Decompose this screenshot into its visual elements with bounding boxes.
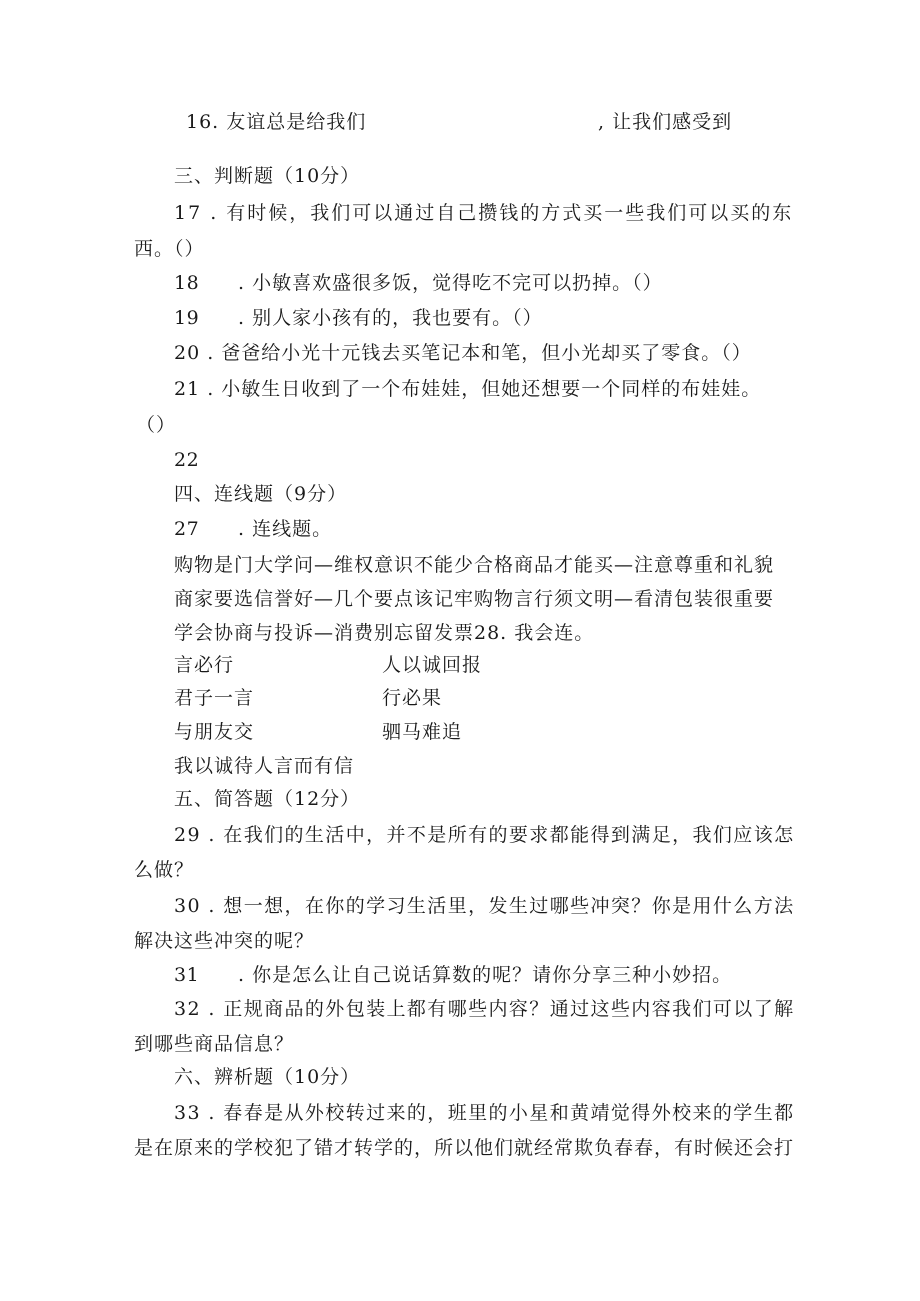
section-3-heading: 三、判断题（10分） [174, 165, 361, 187]
question-30-line2: 解决这些冲突的呢？ [134, 930, 315, 952]
question-31-text: . 你是怎么让自己说话算数的呢？请你分享三种小妙招。 [238, 964, 733, 986]
question-21-line1: 21 . 小敏生日收到了一个布娃娃，但她还想要一个同样的布娃娃。 [174, 378, 762, 400]
question-17-line2: 西。（） [134, 238, 205, 260]
question-27-text: . 连线题。 [238, 518, 333, 540]
question-19-text: . 别人家小孩有的，我也要有。（） [238, 307, 543, 329]
pair-left: 君子一言 [174, 687, 255, 709]
pair-last-line: 我以诚待人言而有信 [174, 755, 355, 777]
question-18-number: 18 [174, 272, 200, 294]
question-30-line1: 30 . 想一想，在你的学习生活里，发生过哪些冲突？你是用什么方法 [174, 895, 795, 917]
question-33-line2: 是在原来的学校犯了错才转学的，所以他们就经常欺负春春，有时候还会打 [134, 1137, 795, 1159]
match-text-line: 学会协商与投诉—消费别忘留发票28. 我会连。 [174, 622, 595, 644]
question-20: 20 . 爸爸给小光十元钱去买笔记本和笔，但小光却买了零食。（） [174, 342, 752, 364]
question-16-part2: , 让我们感受到 [598, 111, 733, 133]
question-17-line1: 17 . 有时候，我们可以通过自己攒钱的方式买一些我们可以买的东 [174, 202, 794, 224]
question-29-line1: 29 . 在我们的生活中，并不是所有的要求都能得到满足，我们应该怎 [174, 824, 795, 846]
match-text-line: 商家要选信誉好—几个要点该记牢购物言行须文明—看清包装很重要 [174, 588, 775, 610]
question-21-line2: （） [136, 414, 177, 436]
question-33-line1: 33 . 春春是从外校转过来的，班里的小星和黄靖觉得外校来的学生都 [174, 1102, 795, 1124]
pair-right: 驷马难追 [382, 721, 463, 743]
pair-left: 言必行 [174, 654, 235, 676]
question-31-number: 31 [174, 964, 200, 986]
question-18-text: . 小敏喜欢盛很多饭，觉得吃不完可以扔掉。（） [238, 272, 663, 294]
section-5-heading: 五、简答题（12分） [174, 788, 361, 810]
question-32-line2: 到哪些商品信息？ [134, 1033, 295, 1055]
question-29-line2: 么做？ [134, 859, 195, 881]
question-22: 22 [174, 449, 200, 471]
question-19-number: 19 [174, 307, 200, 329]
question-32-line1: 32 . 正规商品的外包装上都有哪些内容？通过这些内容我们可以了解 [174, 998, 795, 1020]
pair-left: 与朋友交 [174, 721, 255, 743]
question-27-number: 27 [174, 518, 200, 540]
pair-right: 人以诚回报 [382, 654, 483, 676]
match-text-line: 购物是门大学问—维权意识不能少合格商品才能买—注意尊重和礼貌 [174, 554, 775, 576]
section-4-heading: 四、连线题（9分） [174, 483, 348, 505]
pair-right: 行必果 [382, 687, 443, 709]
question-16-part1: 16. 友谊总是给我们 [186, 111, 367, 133]
section-6-heading: 六、辨析题（10分） [174, 1066, 361, 1088]
